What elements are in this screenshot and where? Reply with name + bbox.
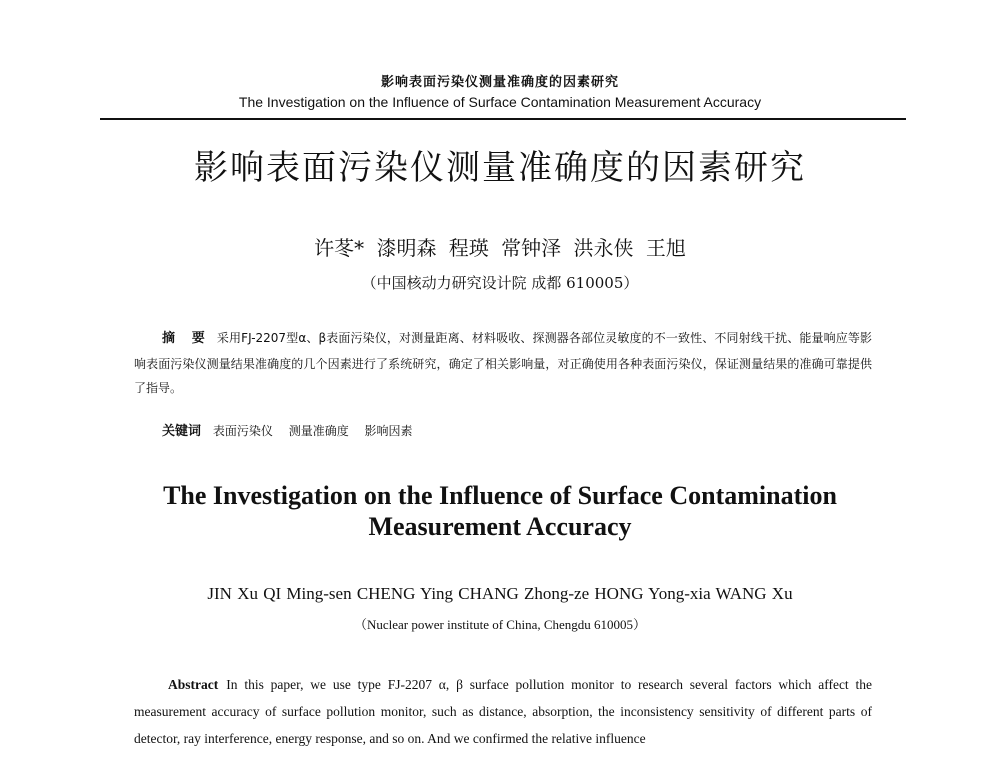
paper-title-english <box>0 480 1000 542</box>
authors-chinese: 许苳* 漆明森 程瑛 常钟泽 洪永侠 王旭 <box>314 236 686 260</box>
running-header <box>0 74 1000 111</box>
keyword: 影响因素 <box>364 424 413 438</box>
running-header-chinese: 影响表面污染仪测量准确度的因素研究 <box>380 75 619 90</box>
abstract-english-text: In this paper, we use type FJ-2207 α, β surface pollution monitor to research several factors which affect the measurement accuracy of surface pollution monitor, such as distance, absorption, the inconsistency sensitivity of different parts of detector, ray interference, energy response, and so on. And we confirmed the relative influence <box>134 677 872 746</box>
abstract-chinese-label: 摘 要 <box>162 331 211 346</box>
paper-title-english-line1: The Investigation on the Influence of Surface Contamination <box>163 481 837 510</box>
abstract-chinese <box>134 326 872 401</box>
paper-title-english-line2: Measurement Accuracy <box>368 512 632 541</box>
authors-english: JIN Xu QI Ming-sen CHENG Ying CHANG Zhong-ze HONG Yong-xia WANG Xu <box>207 584 793 603</box>
running-header-english: The Investigation on the Influence of Surface Contamination Measurement Accuracy <box>238 94 762 110</box>
paper-title-chinese: 影响表面污染仪测量准确度的因素研究 <box>194 148 806 188</box>
header-divider <box>100 118 906 120</box>
affiliation-chinese: （中国核动力研究设计院 成都 610005） <box>361 274 639 292</box>
keywords-chinese <box>162 421 862 442</box>
keywords-label: 关键词 <box>162 424 202 439</box>
keyword: 测量准确度 <box>288 424 349 438</box>
abstract-english-label: Abstract <box>168 677 219 692</box>
abstract-chinese-text: 采用FJ-2207型α、β表面污染仪，对测量距离、材料吸收、探测器各部位灵敏度的不一致性、不同射线干扰、能量响应等影响表面污染仪测量结果准确度的几个因素进行了系统研究，确定了相关影响量，对正确使用各种表面污染仪，保证测量结果的准确可靠提供了指导。 <box>134 331 872 395</box>
abstract-english <box>134 671 872 752</box>
keyword: 表面污染仪 <box>212 424 273 438</box>
affiliation-english: （Nuclear power institute of China, Chengdu 610005） <box>353 617 647 632</box>
